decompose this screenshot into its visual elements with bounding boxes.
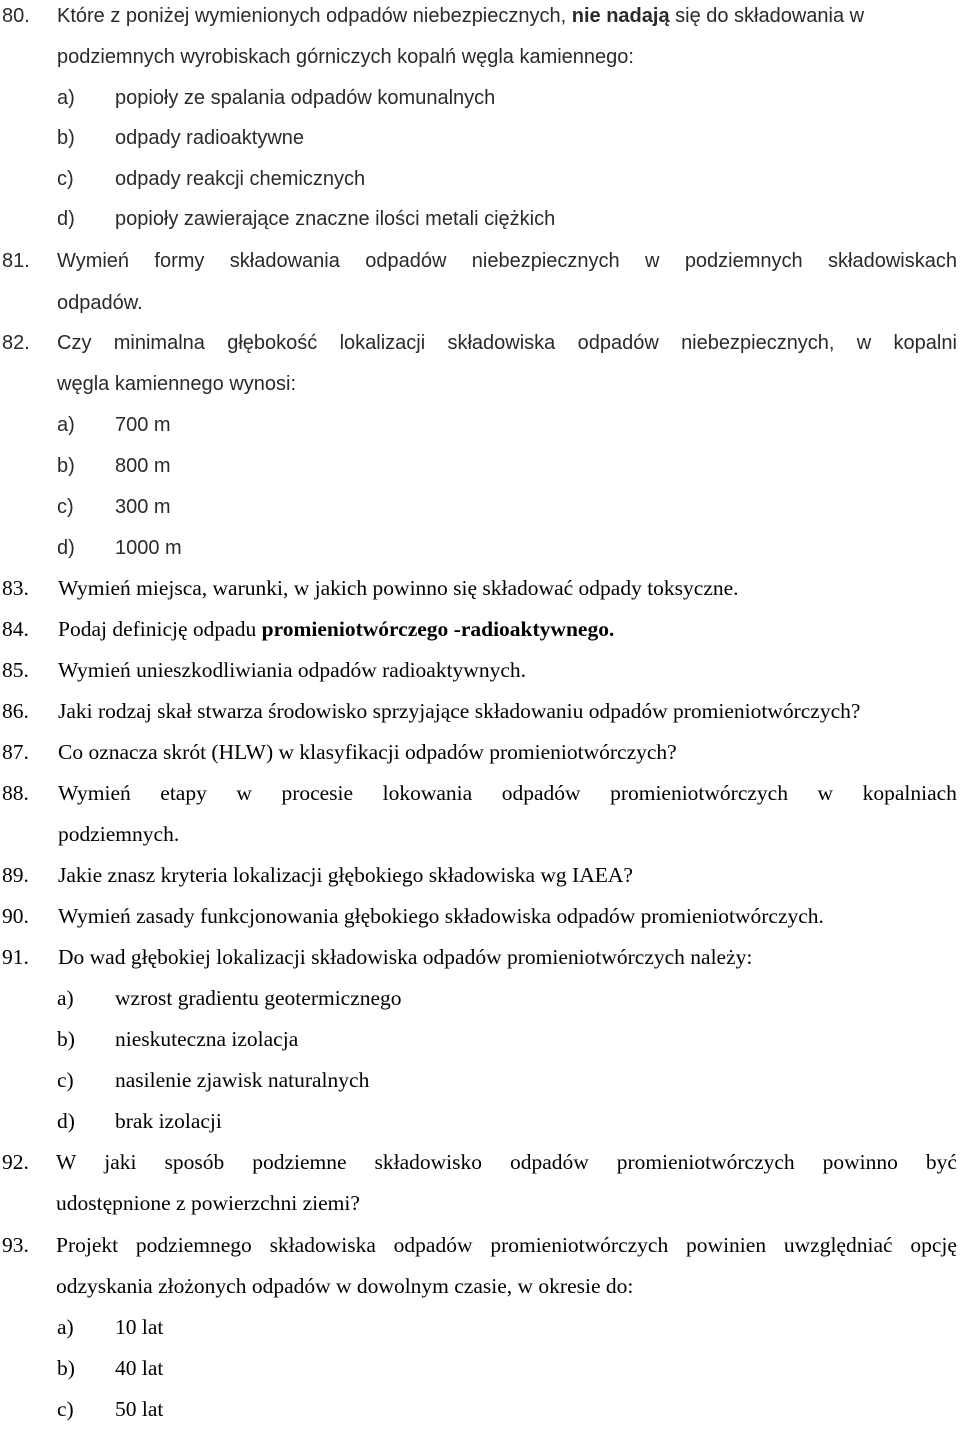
- question-93-option-c: [0, 1397, 960, 1438]
- option-letter: a): [57, 1315, 74, 1339]
- word: podziemne: [252, 1150, 347, 1174]
- question-93-option-a: [0, 1315, 960, 1356]
- question-85: [0, 658, 960, 699]
- option-text: odpady reakcji chemicznych: [115, 168, 366, 190]
- word: powinno: [822, 1150, 898, 1174]
- question-text-continued: odpadów.: [57, 292, 143, 314]
- question-93-line-1: [0, 1233, 960, 1274]
- question-number: 87.: [2, 740, 29, 764]
- word: Czy: [57, 332, 92, 354]
- question-text: [56, 1150, 957, 1174]
- question-text: [57, 4, 864, 28]
- word: lokalizacji: [339, 332, 426, 354]
- question-88-line-1: [0, 781, 960, 822]
- option-text: 300 m: [115, 496, 171, 518]
- word: procesie: [281, 781, 354, 805]
- question-81-line-1: [0, 249, 960, 290]
- question-number: 84.: [2, 617, 29, 641]
- word: jaki: [104, 1150, 137, 1174]
- question-92-line-1: [0, 1150, 960, 1191]
- option-text: odpady radioaktywne: [115, 127, 305, 149]
- option-text: popioły ze spalania odpadów komunalnych: [115, 87, 496, 109]
- question-text-part: Podaj definicję odpadu: [58, 617, 257, 641]
- question-82-option-b: [0, 454, 960, 495]
- question-82-option-d: [0, 536, 960, 577]
- question-91-option-c: [0, 1068, 960, 1109]
- option-letter: c): [57, 496, 74, 518]
- word: składowania: [229, 250, 340, 272]
- word: w: [645, 250, 660, 272]
- question-number: 85.: [2, 658, 29, 682]
- question-92-line-2: [0, 1191, 960, 1232]
- word: etapy: [160, 781, 207, 805]
- question-80-line-1: [0, 4, 960, 45]
- question-number: 81.: [2, 250, 30, 272]
- question-number: 93.: [2, 1233, 29, 1257]
- question-90: [0, 904, 960, 945]
- word: niebezpiecznych,: [681, 332, 835, 354]
- question-number: 92.: [2, 1150, 29, 1174]
- option-text: brak izolacji: [115, 1109, 222, 1133]
- word: promieniotwórczych: [490, 1233, 669, 1257]
- question-text-part: się do składowania w: [675, 5, 865, 27]
- question-91: [0, 945, 960, 986]
- question-84: [0, 617, 960, 658]
- option-letter: b): [57, 455, 75, 477]
- question-91-option-b: [0, 1027, 960, 1068]
- word: Projekt: [56, 1233, 119, 1257]
- question-text-continued: podziemnych.: [58, 822, 180, 846]
- word: odpadów: [509, 1150, 589, 1174]
- word: w: [236, 781, 252, 805]
- question-82-option-a: [0, 413, 960, 454]
- question-89: [0, 863, 960, 904]
- option-letter: b): [57, 127, 75, 149]
- word: uwzględniać: [783, 1233, 893, 1257]
- question-91-option-a: [0, 986, 960, 1027]
- question-text-continued: podziemnych wyrobiskach górniczych kopalń węgla kamiennego:: [57, 46, 634, 68]
- question-text-continued: udostępnione z powierzchni ziemi?: [56, 1191, 360, 1215]
- question-80-line-2: [0, 45, 960, 86]
- question-number: 89.: [2, 863, 29, 887]
- option-letter: a): [57, 986, 74, 1010]
- question-82-line-1: [0, 331, 960, 372]
- question-text: Wymień unieszkodliwiania odpadów radioaktywnych.: [58, 658, 527, 682]
- question-text-continued: odzyskania złożonych odpadów w dowolnym czasie, w okresie do:: [56, 1274, 634, 1298]
- question-number: 90.: [2, 904, 29, 928]
- question-text-continued: węgla kamiennego wynosi:: [57, 373, 297, 395]
- option-letter: b): [57, 1356, 75, 1380]
- option-letter: a): [57, 87, 75, 109]
- question-text: [57, 331, 957, 355]
- question-text: [58, 781, 957, 805]
- option-letter: a): [57, 414, 75, 436]
- question-83: [0, 576, 960, 617]
- word: Wymień: [58, 781, 131, 805]
- word: odpadów: [577, 332, 659, 354]
- question-text: Jaki rodzaj skał stwarza środowisko sprzyjające składowaniu odpadów promieniotwórczych?: [58, 699, 861, 723]
- word: być: [925, 1150, 957, 1174]
- word: lokowania: [382, 781, 473, 805]
- option-letter: c): [57, 168, 74, 190]
- option-text: 700 m: [115, 414, 171, 436]
- option-text: nieskuteczna izolacja: [115, 1027, 299, 1051]
- word: formy: [154, 250, 205, 272]
- word: Wymień: [57, 250, 130, 272]
- option-letter: d): [57, 537, 75, 559]
- question-text: Do wad głębokiej lokalizacji składowiska odpadów promieniotwórczych należy:: [58, 945, 753, 969]
- option-letter: c): [57, 1068, 74, 1092]
- word: w: [856, 332, 872, 354]
- question-number: 83.: [2, 576, 29, 600]
- word: składowiska: [269, 1233, 376, 1257]
- word: odpadów: [501, 781, 581, 805]
- option-text: 800 m: [115, 455, 171, 477]
- option-text: 1000 m: [115, 537, 182, 559]
- word: odpadów: [393, 1233, 473, 1257]
- question-82-option-c: [0, 495, 960, 536]
- option-text: wzrost gradientu geotermicznego: [115, 986, 402, 1010]
- question-number: 86.: [2, 699, 29, 723]
- word: kopalni: [893, 332, 957, 354]
- question-text: Jakie znasz kryteria lokalizacji głębokiego składowiska wg IAEA?: [58, 863, 633, 887]
- question-80-option-c: [0, 167, 960, 208]
- question-80-option-b: [0, 126, 960, 167]
- word: podziemnych: [684, 250, 803, 272]
- question-87: [0, 740, 960, 781]
- question-number: 88.: [2, 781, 29, 805]
- option-text: popioły zawierające znaczne ilości metali ciężkich: [115, 208, 556, 230]
- question-93-option-b: [0, 1356, 960, 1397]
- word: promieniotwórczych: [610, 781, 788, 805]
- question-text-emphasis: nie nadają: [571, 5, 670, 27]
- word: sposób: [164, 1150, 225, 1174]
- option-letter: c): [57, 1397, 74, 1421]
- question-82-line-2: [0, 372, 960, 413]
- question-text: Wymień miejsca, warunki, w jakich powinno się składować odpady toksyczne.: [58, 576, 739, 600]
- option-text: 10 lat: [115, 1315, 164, 1339]
- question-80-option-d: [0, 207, 960, 248]
- option-text: nasilenie zjawisk naturalnych: [115, 1068, 370, 1092]
- question-text: [57, 249, 957, 273]
- question-text-part: Które z poniżej wymienionych odpadów niebezpiecznych,: [57, 5, 567, 27]
- word: składowiskach: [828, 250, 957, 272]
- option-letter: d): [57, 208, 75, 230]
- option-text: 50 lat: [115, 1397, 164, 1421]
- question-text: Wymień zasady funkcjonowania głębokiego składowiska odpadów promieniotwórczych.: [58, 904, 824, 928]
- word: odpadów: [365, 250, 447, 272]
- option-text: 40 lat: [115, 1356, 164, 1380]
- option-letter: d): [57, 1109, 75, 1133]
- question-93-line-2: [0, 1274, 960, 1315]
- word: składowiska: [447, 332, 556, 354]
- question-text: [58, 617, 614, 641]
- word: W: [56, 1150, 77, 1174]
- question-number: 91.: [2, 945, 29, 969]
- option-letter: b): [57, 1027, 75, 1051]
- word: powinien: [686, 1233, 767, 1257]
- question-number: 80.: [2, 5, 30, 27]
- word: podziemnego: [135, 1233, 252, 1257]
- word: minimalna: [113, 332, 205, 354]
- question-86: [0, 699, 960, 740]
- question-text: Co oznacza skrót (HLW) w klasyfikacji odpadów promieniotwórczych?: [58, 740, 677, 764]
- word: promieniotwórczych: [616, 1150, 795, 1174]
- question-text: [56, 1233, 957, 1257]
- question-88-line-2: [0, 822, 960, 863]
- word: głębokość: [227, 332, 318, 354]
- question-number: 82.: [2, 332, 30, 354]
- question-80-option-a: [0, 86, 960, 127]
- word: składowisko: [374, 1150, 482, 1174]
- word: niebezpiecznych: [471, 250, 620, 272]
- word: kopalniach: [862, 781, 957, 805]
- word: opcję: [910, 1233, 957, 1257]
- question-81-line-2: [0, 291, 960, 332]
- word: w: [817, 781, 834, 805]
- question-text-emphasis: promieniotwórczego -radioaktywnego.: [261, 617, 615, 641]
- question-91-option-d: [0, 1109, 960, 1150]
